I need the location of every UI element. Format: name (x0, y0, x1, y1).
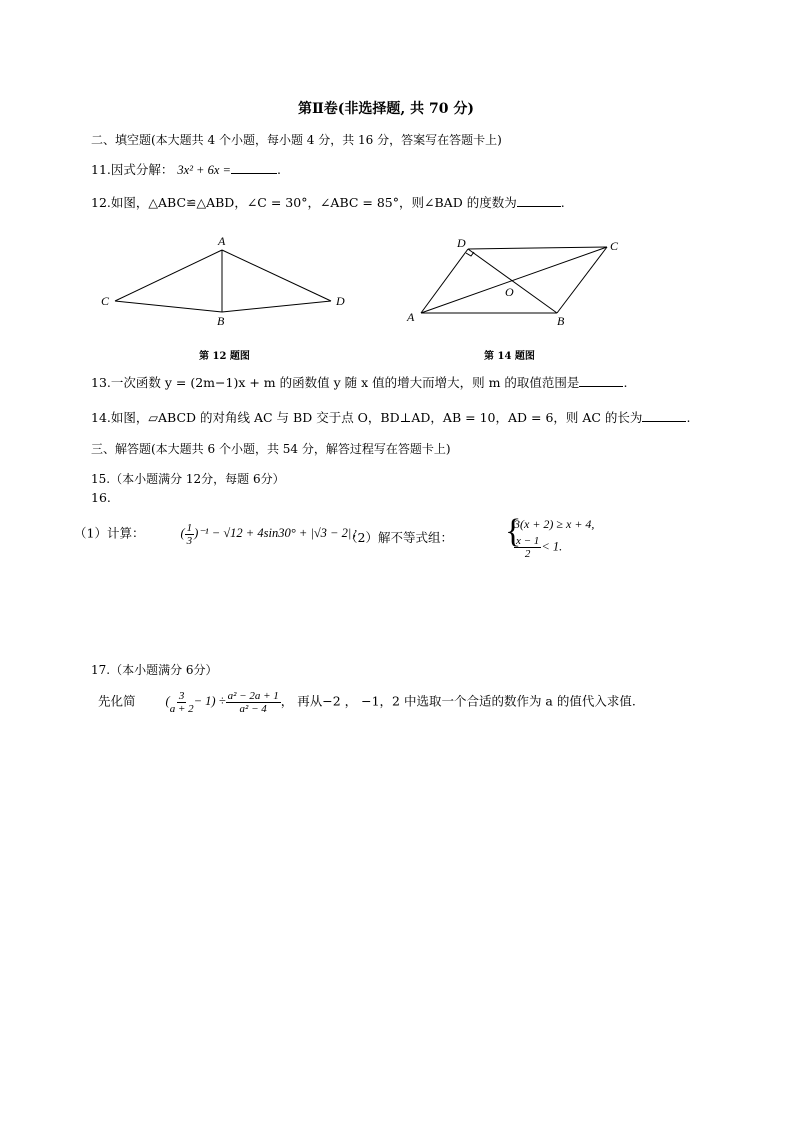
vertex-label-a: A (218, 234, 226, 248)
section-fill-in-heading: 二、填空题(本大题共 4 个小题，每小题 4 分，共 16 分，答案写在答题卡上) (91, 133, 502, 147)
section-answer-heading: 三、解答题(本大题共 6 个小题，共 54 分，解答过程写在答题卡上) (91, 442, 451, 456)
part-label: （1）计算： (74, 525, 145, 541)
question-11: 11.因式分解： 3x² + 6x = . (91, 162, 281, 177)
vertex-label-d: D (336, 294, 345, 308)
question-17-header: 17.（本小题满分 6分） (91, 663, 218, 677)
inequality-1: 3(x + 2) ≥ x + 4, (514, 517, 595, 531)
question-16-part1 (74, 522, 364, 547)
vertex-label-d: D (457, 236, 466, 250)
answer-blank (642, 410, 686, 422)
question-number: 12. (91, 195, 111, 210)
inequality-2 (514, 535, 562, 560)
denominator: a² − 4 (239, 703, 267, 715)
numerator: 1 (186, 522, 193, 534)
question-text: 如图，▱ABCD 的对角线 AC 与 BD 交于点 O，BD⊥AD，AB = 10，AD = 6，则 AC 的长为 (110, 410, 643, 425)
question-text: 一次函数 y = (2m−1)x + m 的函数值 y 随 x 值的增大而增大，则 m 的取值范围是 (110, 375, 580, 390)
numerator: 3 (178, 690, 185, 702)
question-number: 13. (91, 375, 111, 390)
question-text: 因式分解： (110, 162, 174, 177)
math-expression: ( $\frac{1}{3}$ )⁻¹ − √12 + 4sin30° + |√3 − 2|； (180, 522, 364, 547)
figure-12-caption: 第 12 题图 (199, 351, 250, 362)
question-number: 14. (91, 410, 111, 425)
figure-14-caption: 第 14 题图 (484, 351, 535, 362)
page-title: 第Ⅱ卷(非选择题, 共 70 分) (298, 101, 475, 117)
vertex-label-o: O (505, 285, 514, 299)
numerator: a² − 2a + 1 (227, 690, 279, 702)
question-text: 先化简 (98, 693, 136, 709)
expression-tail: )⁻¹ − √12 + 4sin30° + |√3 − 2|； (194, 526, 364, 541)
question-text-tail: ， 再从−2 ， −1，2 中选取一个合适的数作为 a 的值代入求值. (280, 693, 636, 709)
question-17 (98, 690, 636, 715)
math-expression: 3x² + 6x = (177, 163, 231, 177)
vertex-label-a: A (407, 310, 415, 324)
vertex-label-c: C (610, 239, 619, 253)
numerator: x − 1 (516, 535, 540, 547)
question-text: 如图，△ABC≌△ABD，∠C = 30°，∠ABC = 85°，则∠BAD 的度数为 (110, 195, 517, 210)
expression-tail: < 1. (541, 539, 563, 554)
question-14: 14.如图，▱ABCD 的对角线 AC 与 BD 交于点 O，BD⊥AD，AB = 10，AD = 6，则 AC 的长为 . (91, 410, 691, 425)
denominator: 3 (186, 535, 193, 547)
question-16-number: 16. (91, 490, 111, 505)
math-expression: ( $\frac{3}{a + 2}$ − 1) ÷ $\frac{\text{a² − 2a + 1}}{\text{a² − 4}}$ (165, 690, 279, 715)
vertex-label-b: B (557, 314, 565, 328)
vertex-label-b: B (217, 314, 225, 328)
operator-text: − 1) ÷ (193, 694, 226, 709)
question-12: 12.如图，△ABC≌△ABD，∠C = 30°，∠ABC = 85°，则∠BAD 的度数为 . (91, 195, 565, 210)
question-13: 13.一次函数 y = (2m−1)x + m 的函数值 y 随 x 值的增大而增大，则 m 的取值范围是 . (91, 375, 628, 390)
question-number: 11. (91, 162, 111, 177)
question-15-header: 15.（本小题满分 12分，每题 6分） (91, 472, 285, 486)
denominator: a + 2 (169, 703, 194, 715)
brace-symbol: { (505, 513, 522, 550)
figure-12 (115, 250, 331, 312)
figure-14 (421, 247, 607, 313)
question-16-part2-label: （2）解不等式组： (345, 530, 453, 545)
answer-blank (579, 375, 623, 387)
vertex-label-c: C (101, 294, 110, 308)
denominator: 2 (524, 548, 531, 560)
